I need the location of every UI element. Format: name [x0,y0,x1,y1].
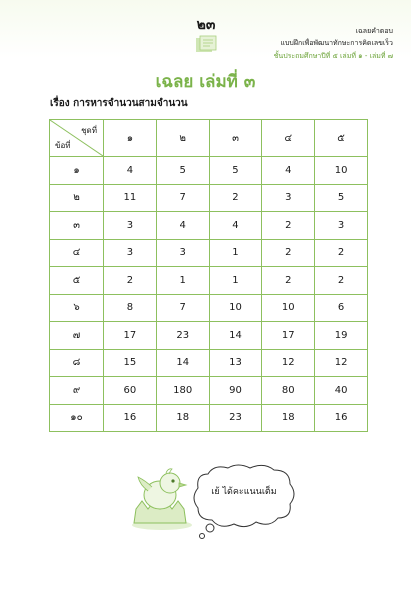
table-cell: 3 [104,212,157,240]
chick-illustration-icon [126,465,198,535]
table-row [50,404,368,432]
column-header: ๑ [104,120,157,157]
table-cell: 2 [315,239,368,267]
table-cell: 13 [209,349,262,377]
table-cell: 10 [209,294,262,322]
table-header-row [50,120,368,157]
table-cell: 180 [156,377,209,405]
table-row [50,349,368,377]
decorative-book-icon [193,34,219,56]
thought-bubble-icon [190,462,298,544]
table-cell: 1 [156,267,209,295]
table-cell: 10 [315,157,368,185]
column-header: ๓ [209,120,262,157]
page-number: ๒๓ [196,17,216,33]
table-cell: 2 [262,212,315,240]
table-cell: 4 [104,157,157,185]
table-cell: 15 [104,349,157,377]
column-header: ๔ [262,120,315,157]
table-cell: 5 [315,184,368,212]
header-line-answer-key: เฉลยคำตอบ [355,27,393,35]
page-title: เฉลย เล่มที่ ๓ [155,72,256,92]
corner-label-item: ข้อที่ [55,141,71,150]
table-cell: 90 [209,377,262,405]
table-cell: 18 [156,404,209,432]
table-cell: 16 [315,404,368,432]
header-line-series: แบบฝึกเพื่อพัฒนาทักษะการคิดเลขเร็ว [280,39,393,47]
row-label: ๑ [50,157,104,185]
table-cell: 60 [104,377,157,405]
row-label: ๘ [50,349,104,377]
corner-cell [50,120,104,157]
table-cell: 12 [315,349,368,377]
table-cell: 17 [104,322,157,350]
table-cell: 14 [156,349,209,377]
row-label: ๒ [50,184,104,212]
row-label: ๑๐ [50,404,104,432]
table-cell: 8 [104,294,157,322]
table-cell: 12 [262,349,315,377]
row-label: ๗ [50,322,104,350]
subject-title: เรื่อง การหารจำนวนสามจำนวน [50,98,188,109]
column-header: ๕ [315,120,368,157]
table-cell: 2 [209,184,262,212]
header-line-grade: ชั้นประถมศึกษาปีที่ ๕ เล่มที่ ๑ - เล่มที่ ๗ [273,52,393,60]
table-cell: 3 [156,239,209,267]
table-cell: 80 [262,377,315,405]
table-row [50,267,368,295]
table-cell: 6 [315,294,368,322]
table-cell: 23 [209,404,262,432]
table-cell: 18 [262,404,315,432]
table-cell: 5 [209,157,262,185]
table-cell: 5 [156,157,209,185]
table-row [50,184,368,212]
table-cell: 1 [209,239,262,267]
table-cell: 4 [156,212,209,240]
table-cell: 14 [209,322,262,350]
table-cell: 4 [209,212,262,240]
table-cell: 17 [262,322,315,350]
table-cell: 2 [104,267,157,295]
table-cell: 19 [315,322,368,350]
table-cell: 2 [262,239,315,267]
table-cell: 10 [262,294,315,322]
table-cell: 16 [104,404,157,432]
table-cell: 7 [156,184,209,212]
row-label: ๔ [50,239,104,267]
table-cell: 4 [262,157,315,185]
table-cell: 1 [209,267,262,295]
table-cell: 23 [156,322,209,350]
table-row [50,239,368,267]
table-cell: 3 [315,212,368,240]
bubble-caption: เย้ ได้คะแนนเต็ม [211,487,277,497]
table-row [50,212,368,240]
row-label: ๙ [50,377,104,405]
table-cell: 40 [315,377,368,405]
table-cell: 7 [156,294,209,322]
table-cell: 2 [262,267,315,295]
row-label: ๕ [50,267,104,295]
row-label: ๖ [50,294,104,322]
corner-label-set: ชุดที่ [81,126,97,135]
table-row [50,322,368,350]
table-cell: 11 [104,184,157,212]
table-row [50,377,368,405]
table-cell: 3 [262,184,315,212]
table-cell: 3 [104,239,157,267]
table-cell: 2 [315,267,368,295]
row-label: ๓ [50,212,104,240]
table-row [50,157,368,185]
column-header: ๒ [156,120,209,157]
answer-table [49,119,368,432]
table-row [50,294,368,322]
